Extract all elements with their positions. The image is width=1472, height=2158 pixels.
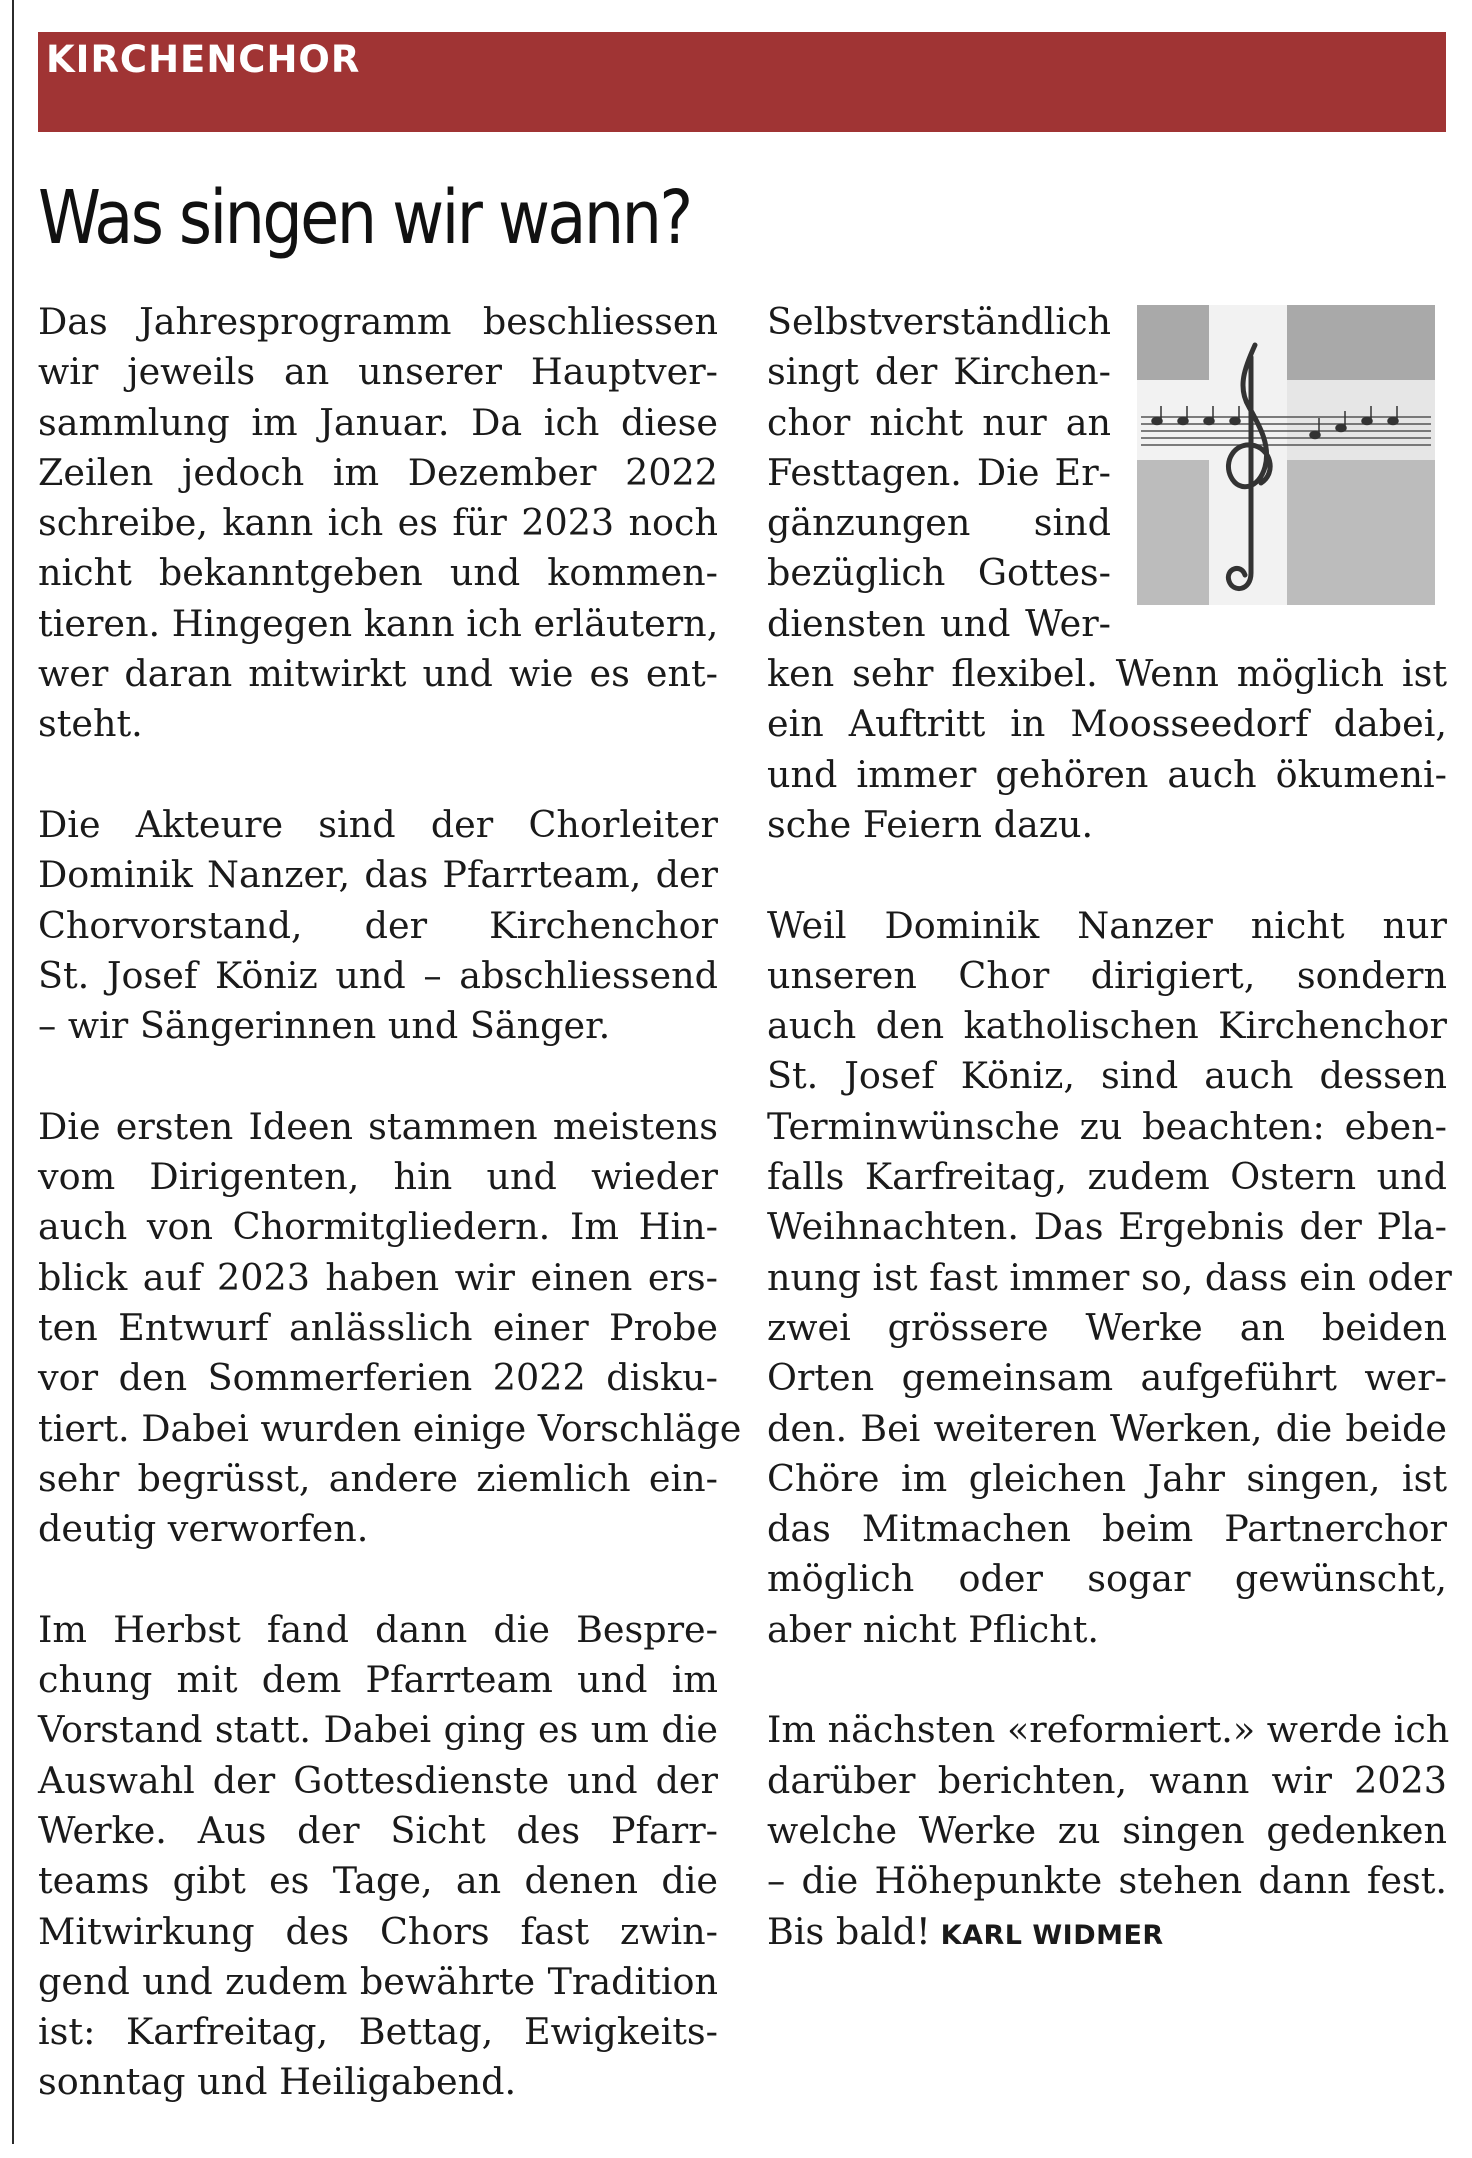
text-line: aber nicht Pflicht. [767, 1607, 1099, 1651]
text-line: Zeilen jedoch im Dezember 2022 [38, 450, 718, 494]
text-line: welche Werke zu singen gedenken [767, 1808, 1447, 1852]
column-rule [12, 0, 14, 2144]
paragraph-3 [38, 1102, 742, 1555]
text-line: Orten gemeinsam aufgeführt wer- [767, 1356, 1447, 1400]
text-line: steht. [38, 702, 143, 746]
text-line: ist: Karfreitag, Bettag, Ewigkeits- [38, 2010, 718, 2054]
text-line: nung ist fast immer so, dass ein oder [767, 1255, 1452, 1299]
text-line: chung mit dem Pfarrteam und im [38, 1658, 718, 1702]
text-line: vor den Sommerferien 2022 disku- [38, 1356, 718, 1400]
text-line: sonntag und Heiligabend. [38, 2060, 517, 2104]
text-line: wir jeweils an unserer Hauptver- [38, 350, 718, 394]
left-column [38, 297, 742, 2158]
text-line: zwei grössere Werke an beiden [767, 1305, 1447, 1349]
text-line: blick auf 2023 haben wir einen ers- [38, 1255, 718, 1299]
text-line: Festtagen. Die Er- [767, 450, 1111, 494]
text-line: Weil Dominik Nanzer nicht nur [767, 903, 1447, 947]
text-line: ken sehr flexibel. Wenn möglich ist [767, 652, 1447, 696]
text-line: vom Dirigenten, hin und wieder [38, 1155, 718, 1199]
text-line: den. Bei weiteren Werken, die beide [767, 1406, 1447, 1450]
text-line: Die ersten Ideen stammen meistens [38, 1104, 718, 1148]
text-line: bezüglich Gottes- [767, 551, 1111, 595]
text-line: nicht bekanntgeben und kommen- [38, 551, 718, 595]
text-line: ten Entwurf anlässlich einer Probe [38, 1305, 718, 1349]
text-line: sche Feiern dazu. [767, 802, 1094, 846]
text-line: Im Herbst fand dann die Bespre- [38, 1607, 718, 1651]
text-line: sammlung im Januar. Da ich diese [38, 400, 718, 444]
text-line: Chorvorstand, der Kirchenchor [38, 903, 718, 947]
text-line: chor nicht nur an [767, 400, 1111, 444]
text-line: tieren. Hingegen kann ich erläutern, [38, 601, 719, 645]
text-line: sehr begrüsst, andere ziemlich ein- [38, 1456, 718, 1500]
headline: Was singen wir wann? [38, 175, 691, 261]
treble-clef-music-staff-illustration [1137, 305, 1435, 605]
text-line: falls Karfreitag, zudem Ostern und [767, 1155, 1447, 1199]
text-line: deutig verworfen. [38, 1507, 369, 1551]
text-line: unseren Chor dirigiert, sondern [767, 953, 1447, 997]
text-line: St. Josef Köniz, sind auch dessen [767, 1054, 1447, 1098]
text-line [767, 1907, 1447, 1961]
paragraph-4 [38, 1605, 718, 2108]
text-line: Terminwünsche zu beachten: eben- [767, 1104, 1447, 1148]
text-line: Im nächsten «reformiert.» werde ich [767, 1708, 1450, 1752]
text-line: auch den katholischen Kirchenchor [767, 1004, 1447, 1048]
text-line: gänzungen sind [767, 501, 1111, 545]
text-line: Werke. Aus der Sicht des Pfarr- [38, 1808, 718, 1852]
text-line: diensten und Wer- [767, 601, 1111, 645]
author-name: KARL WIDMER [940, 1919, 1164, 1951]
text-line: auch von Chormitgliedern. Im Hin- [38, 1205, 718, 1249]
text-line: ein Auftritt in Moosseedorf dabei, [767, 702, 1447, 746]
paragraph-1 [38, 297, 718, 750]
text-line: Weihnachten. Das Ergebnis der Pla- [767, 1205, 1447, 1249]
text-line: teams gibt es Tage, an denen die [38, 1859, 718, 1903]
text-line: möglich oder sogar gewünscht, [767, 1557, 1447, 1601]
text-line: Vorstand statt. Dabei ging es um die [38, 1708, 718, 1752]
section-banner [38, 32, 1446, 132]
cross-right-light [1287, 380, 1435, 460]
text-line: Dominik Nanzer, das Pfarrteam, der [38, 853, 718, 897]
paragraph-7 [767, 1705, 1450, 1960]
text-line: Mitwirkung des Chors fast zwin- [38, 1909, 718, 1953]
text-line: tiert. Dabei wurden einige Vorschläge [38, 1406, 742, 1450]
text-line: St. Josef Köniz und – abschliessend [38, 953, 718, 997]
text-line: Das Jahresprogramm beschliessen [38, 300, 718, 343]
text-line: darüber berichten, wann wir 2023 [767, 1758, 1447, 1802]
text-line: und immer gehören auch ökumeni- [767, 752, 1447, 796]
text-line: Selbstverständlich [767, 300, 1112, 343]
text-line: – die Höhepunkte stehen dann fest. [767, 1859, 1447, 1903]
text-line: gend und zudem bewährte Tradition [38, 1959, 718, 2003]
text-line: singt der Kirchen- [767, 350, 1111, 394]
text-line: – wir Sängerinnen und Sänger. [38, 1004, 611, 1048]
closing-text: Bis bald! [767, 1909, 931, 1953]
text-line: Chöre im gleichen Jahr singen, ist [767, 1456, 1447, 1500]
text-line: das Mitmachen beim Partnerchor [767, 1507, 1447, 1551]
text-line: Die Akteure sind der Chorleiter [38, 802, 718, 846]
paragraph-2 [38, 800, 718, 1051]
paragraph-6 [767, 901, 1452, 1655]
text-line: schreibe, kann ich es für 2023 noch [38, 501, 718, 545]
text-line: wer daran mitwirkt und wie es ent- [38, 652, 718, 696]
text-line: Auswahl der Gottesdienste und der [38, 1758, 718, 1802]
section-label: KIRCHENCHOR [46, 38, 361, 81]
